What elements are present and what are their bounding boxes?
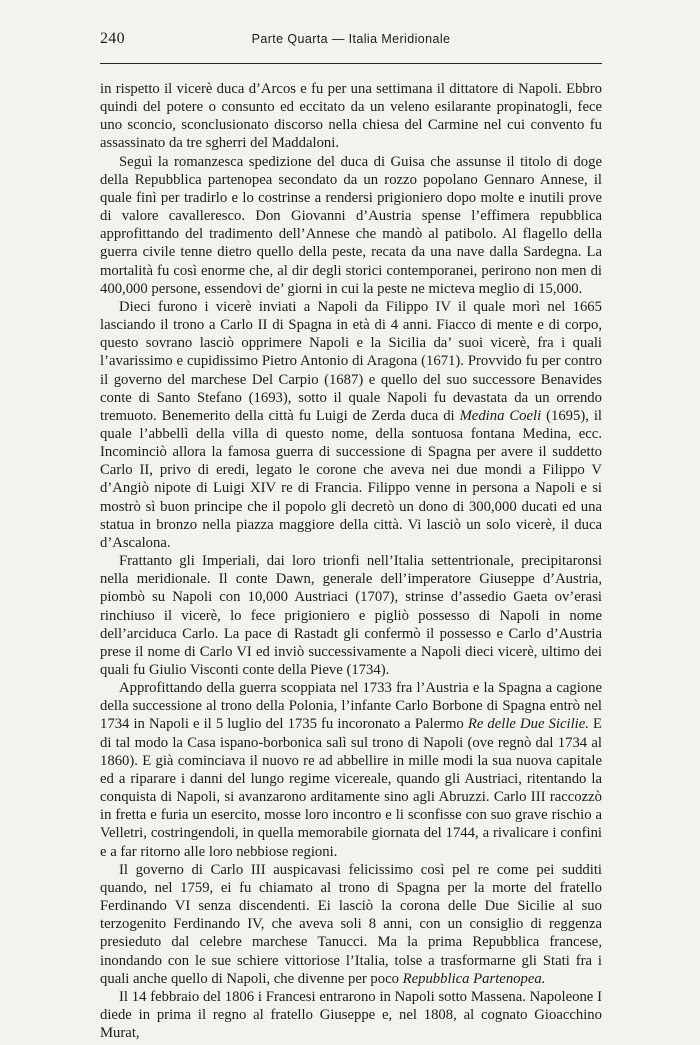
text-run: Dieci furono i vicerè inviati a Napoli da Filippo IV il quale morì nel 1665 lasciando il trono a Carlo II di Spagna in età di 4 anni. Fiacco di mente e di corpo, questo sovrano lasciò opprimere Napoli e la Sicilia da’ suoi vicerè, fra i quali l’avarissimo e cupidissimo Pietro Antonio di Aragona (1671). Provvido fu per contro il governo del marchese Del Carpio (1687) e quello del suo successore Benavides conte di Santo Stefano (1693), sotto il quale Napoli fu devastata da un orrendo tremuoto. Benemerito della città fu Luigi de Zerda duca di (100, 298, 602, 424)
paragraph (100, 153, 602, 298)
paragraph (100, 552, 602, 679)
running-title: Parte Quarta — Italia Meridionale (251, 32, 451, 46)
text-run: Il 14 febbraio del 1806 i Francesi entrarono in Napoli sotto Massena. Napoleone I diede in prima il regno al fratello Giuseppe e, nel 1808, al cognato Gioacchino Murat, (100, 988, 602, 1042)
italic-text: Repubblica Partenopea. (402, 970, 546, 987)
italic-text: Re delle Due Sicilie. (467, 716, 589, 733)
text-run: Seguì la romanzesca spedizione del duca di Guisa che assunse il titolo di doge della Repubblica partenopea secondato da un rozzo popolano Gennaro Annese, il quale finì per tradirlo e lo costrinse a rendersi prigioniero dopo molte e inutili prove di valore cavalleresco. Don Giovanni d’Austria spense l’effimera repubblica approfittando del tradimento dell’Annese che mandò al patibolo. Al flagello della guerra civile tenne dietro quello della peste, recata da una nave dalla Sardegna. La mortalità fu così enorme che, al dir degli storici contemporanei, perirono non men di 400,000 persone, essendovi de’ giorni in cui la peste ne micteva meglio di 15,000. (100, 153, 602, 297)
header-rule (100, 63, 602, 64)
text-run: (1695), il quale l’abbellì della villa di questo nome, della sontuosa fontana Medina, ecc. Incominciò allora la famosa guerra di successione di Spagna per avere il suddetto Carlo II, privo di eredi, legato le corone che aveva nei due mondi a Filippo V d’Angiò nipote di Luigi XIV re di Francia. Filippo venne in persona a Napoli e si mostrò sì buon principe che il popolo gli decretò un dono di 300,000 ducati ed una statua in bronzo nella piazza maggiore della città. Vi lasciò un solo vicerè, il duca d’Ascalona. (100, 407, 603, 551)
paragraph (100, 988, 602, 1042)
text-run: Approfittando della guerra scoppiata nel 1733 fra l’Austria e la Spagna a cagione della successione al trono della Polonia, l’infante Carlo Borbone di Spagna entrò nel 1734 in Napoli e il 5 luglio del 1735 fu incoronato a Palermo (100, 680, 602, 733)
paragraph (100, 80, 602, 153)
text-run: Il governo di Carlo III auspicavasi felicissimo così pel re come pei sudditi quando, nel 1759, ei fu chiamato al trono di Spagna per la morte del fratello Ferdinando VI senza discendenti. Ei lasciò la corona delle Due Sicilie al suo terzogenito Ferdinando IV, che aveva soli 8 anni, con un consiglio di reggenza presieduto dal celebre marchese Tanucci. Ma la prima Repubblica francese, inondando con le sue schiere vittoriose l’Italia, tolse a trasformarne gli Stati fra i quali anche quello di Napoli, che divenne per poco (100, 861, 602, 987)
text-run: Frattanto gli Imperiali, dai loro trionfi nell’Italia settentrionale, precipitaronsi nella meridionale. Il conte Dawn, generale dell’imperatore Giuseppe d’Austria, piombò su Napoli con 10,000 Austriaci (1707), strinse d’assedio Gaeta ov’erasi rinchiuso il vicerè, lo fece prigioniero e pigliò possesso di Napoli in nome dell’arciduca Carlo. La pace di Rastadt gli confermò il possesso e Carlo d’Austria prese il nome di Carlo VI ed inviò successivamente a Napoli dieci vicerè, ultimo dei quali fu Giulio Visconti conte della Pieve (1734). (100, 553, 602, 678)
body-text (100, 80, 602, 1042)
paragraph (100, 679, 602, 861)
page-number: 240 (100, 30, 125, 47)
page-header (100, 30, 602, 52)
text-run: in rispetto il vicerè duca d’Arcos e fu per una settimana il dittatore di Napoli. Ebbro quindi del potere o consunto ed eccitato da un veleno esilarante propinatogli, fece uno sconcio, sconclusionato discorso nella chiesa del Carmine nel cui convento fu assassinato da tre sgherri del Maddaloni. (100, 81, 602, 152)
text-run: E di tal modo la Casa ispano-borbonica salì sul trono di Napoli (ove regnò dal 1734 al 1860). E già cominciava il nuovo re ad abbellire in mille modi la sua nuova capitale ed a riparare i danni del lungo regime vicereale, quando gli Austriaci, ritentando la conquista di Napoli, si avanzarono arditamente sino agli Abruzzi. Carlo III raccozzò in fretta e furia un esercito, mosse loro incontro e li sconfisse con suo grave rischio a Velletri, costringendoli, in quella memorabile giornata del 1744, a rivalicare i confini e a far ritorno alle loro nebbiose regioni. (100, 716, 602, 860)
italic-text: Medina Coeli (459, 407, 542, 424)
paragraph (100, 298, 602, 552)
paragraph (100, 861, 602, 988)
